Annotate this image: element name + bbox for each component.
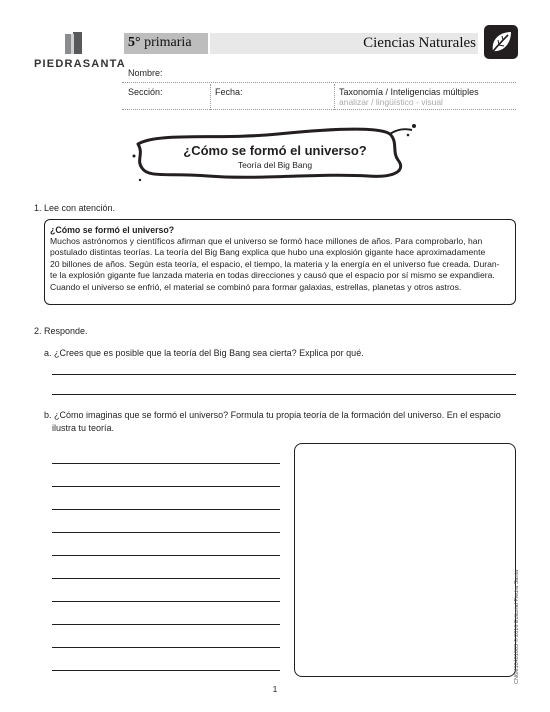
answer-line[interactable] [52, 670, 280, 671]
drawing-area[interactable] [294, 443, 516, 677]
question-b: b. ¿Cómo imaginas que se formó el universo? Formula tu propia teoría de la formación del universo. En el espacio [44, 410, 501, 420]
reading-line: postulado distintas teorías. La teoría del Big Bang explica que hubo una explosión gigante hace aproximadamente [50, 247, 486, 258]
field-divider [210, 84, 211, 110]
copyright-code: CN6M10401003 © 2016 Editorial Piedra Santa [514, 569, 520, 684]
name-label: Nombre: [128, 68, 163, 78]
field-divider [334, 84, 335, 110]
taxonomy-label: Taxonomía / Inteligencias múltiples [339, 87, 479, 97]
section-label: Sección: [128, 87, 163, 97]
grade-label [128, 35, 192, 51]
activity-2-instruction: 2. Responde. [34, 326, 88, 336]
subject-badge [484, 25, 518, 59]
answer-line[interactable] [52, 647, 280, 648]
name-field-line[interactable] [122, 82, 516, 83]
answer-line[interactable] [52, 624, 280, 625]
answer-line[interactable] [52, 486, 280, 487]
answer-line[interactable] [52, 578, 280, 579]
reading-line: 20 billones de años. Según esta teoría, el espacio, el tiempo, la materia y la energía en el universo fue creada. Duran- [50, 258, 500, 269]
question-b-continued: ilustra tu teoría. [52, 423, 115, 433]
reading-text [50, 236, 510, 293]
reading-title: ¿Cómo se formó el universo? [50, 225, 175, 235]
taxonomy-values: analizar / lingüístico - visual [339, 97, 443, 107]
section-field-line [122, 109, 516, 110]
publisher-logo-icon [62, 32, 86, 56]
answer-line[interactable] [52, 374, 516, 375]
subject-title: Ciencias Naturales [363, 35, 476, 51]
grade-number: 5° [128, 35, 141, 50]
reading-box [44, 219, 516, 305]
answer-line[interactable] [52, 394, 516, 395]
reading-line: te la explosión gigante fue lanzada materia en todas direcciones y causó que el espacio por sí mismo se expandiera. [50, 270, 495, 281]
grade-level: primaria [144, 35, 192, 50]
answer-line[interactable] [52, 555, 280, 556]
page-number: 1 [272, 684, 278, 694]
reading-line: Cuando el universo se enfrió, el material se combinó para formar galaxias, estrellas, planetas y otros astros. [50, 281, 462, 292]
worksheet-subtitle: Teoría del Big Bang [237, 160, 313, 170]
worksheet-title: ¿Cómo se formó el universo? [183, 143, 367, 158]
answer-line[interactable] [52, 463, 280, 464]
answer-line[interactable] [52, 509, 280, 510]
leaf-icon [484, 25, 518, 59]
date-label: Fecha: [215, 87, 243, 97]
answer-line[interactable] [52, 532, 280, 533]
answer-line[interactable] [52, 601, 280, 602]
reading-line: Muchos astrónomos y científicos afirman que el universo se formó hace millones de años. Para comprobarlo, han [50, 236, 483, 246]
activity-1-instruction: 1. Lee con atención. [34, 203, 116, 213]
publisher-name: PIEDRASANTA [34, 58, 126, 70]
question-a: a. ¿Crees que es posible que la teoría del Big Bang sea cierta? Explica por qué. [44, 348, 364, 358]
